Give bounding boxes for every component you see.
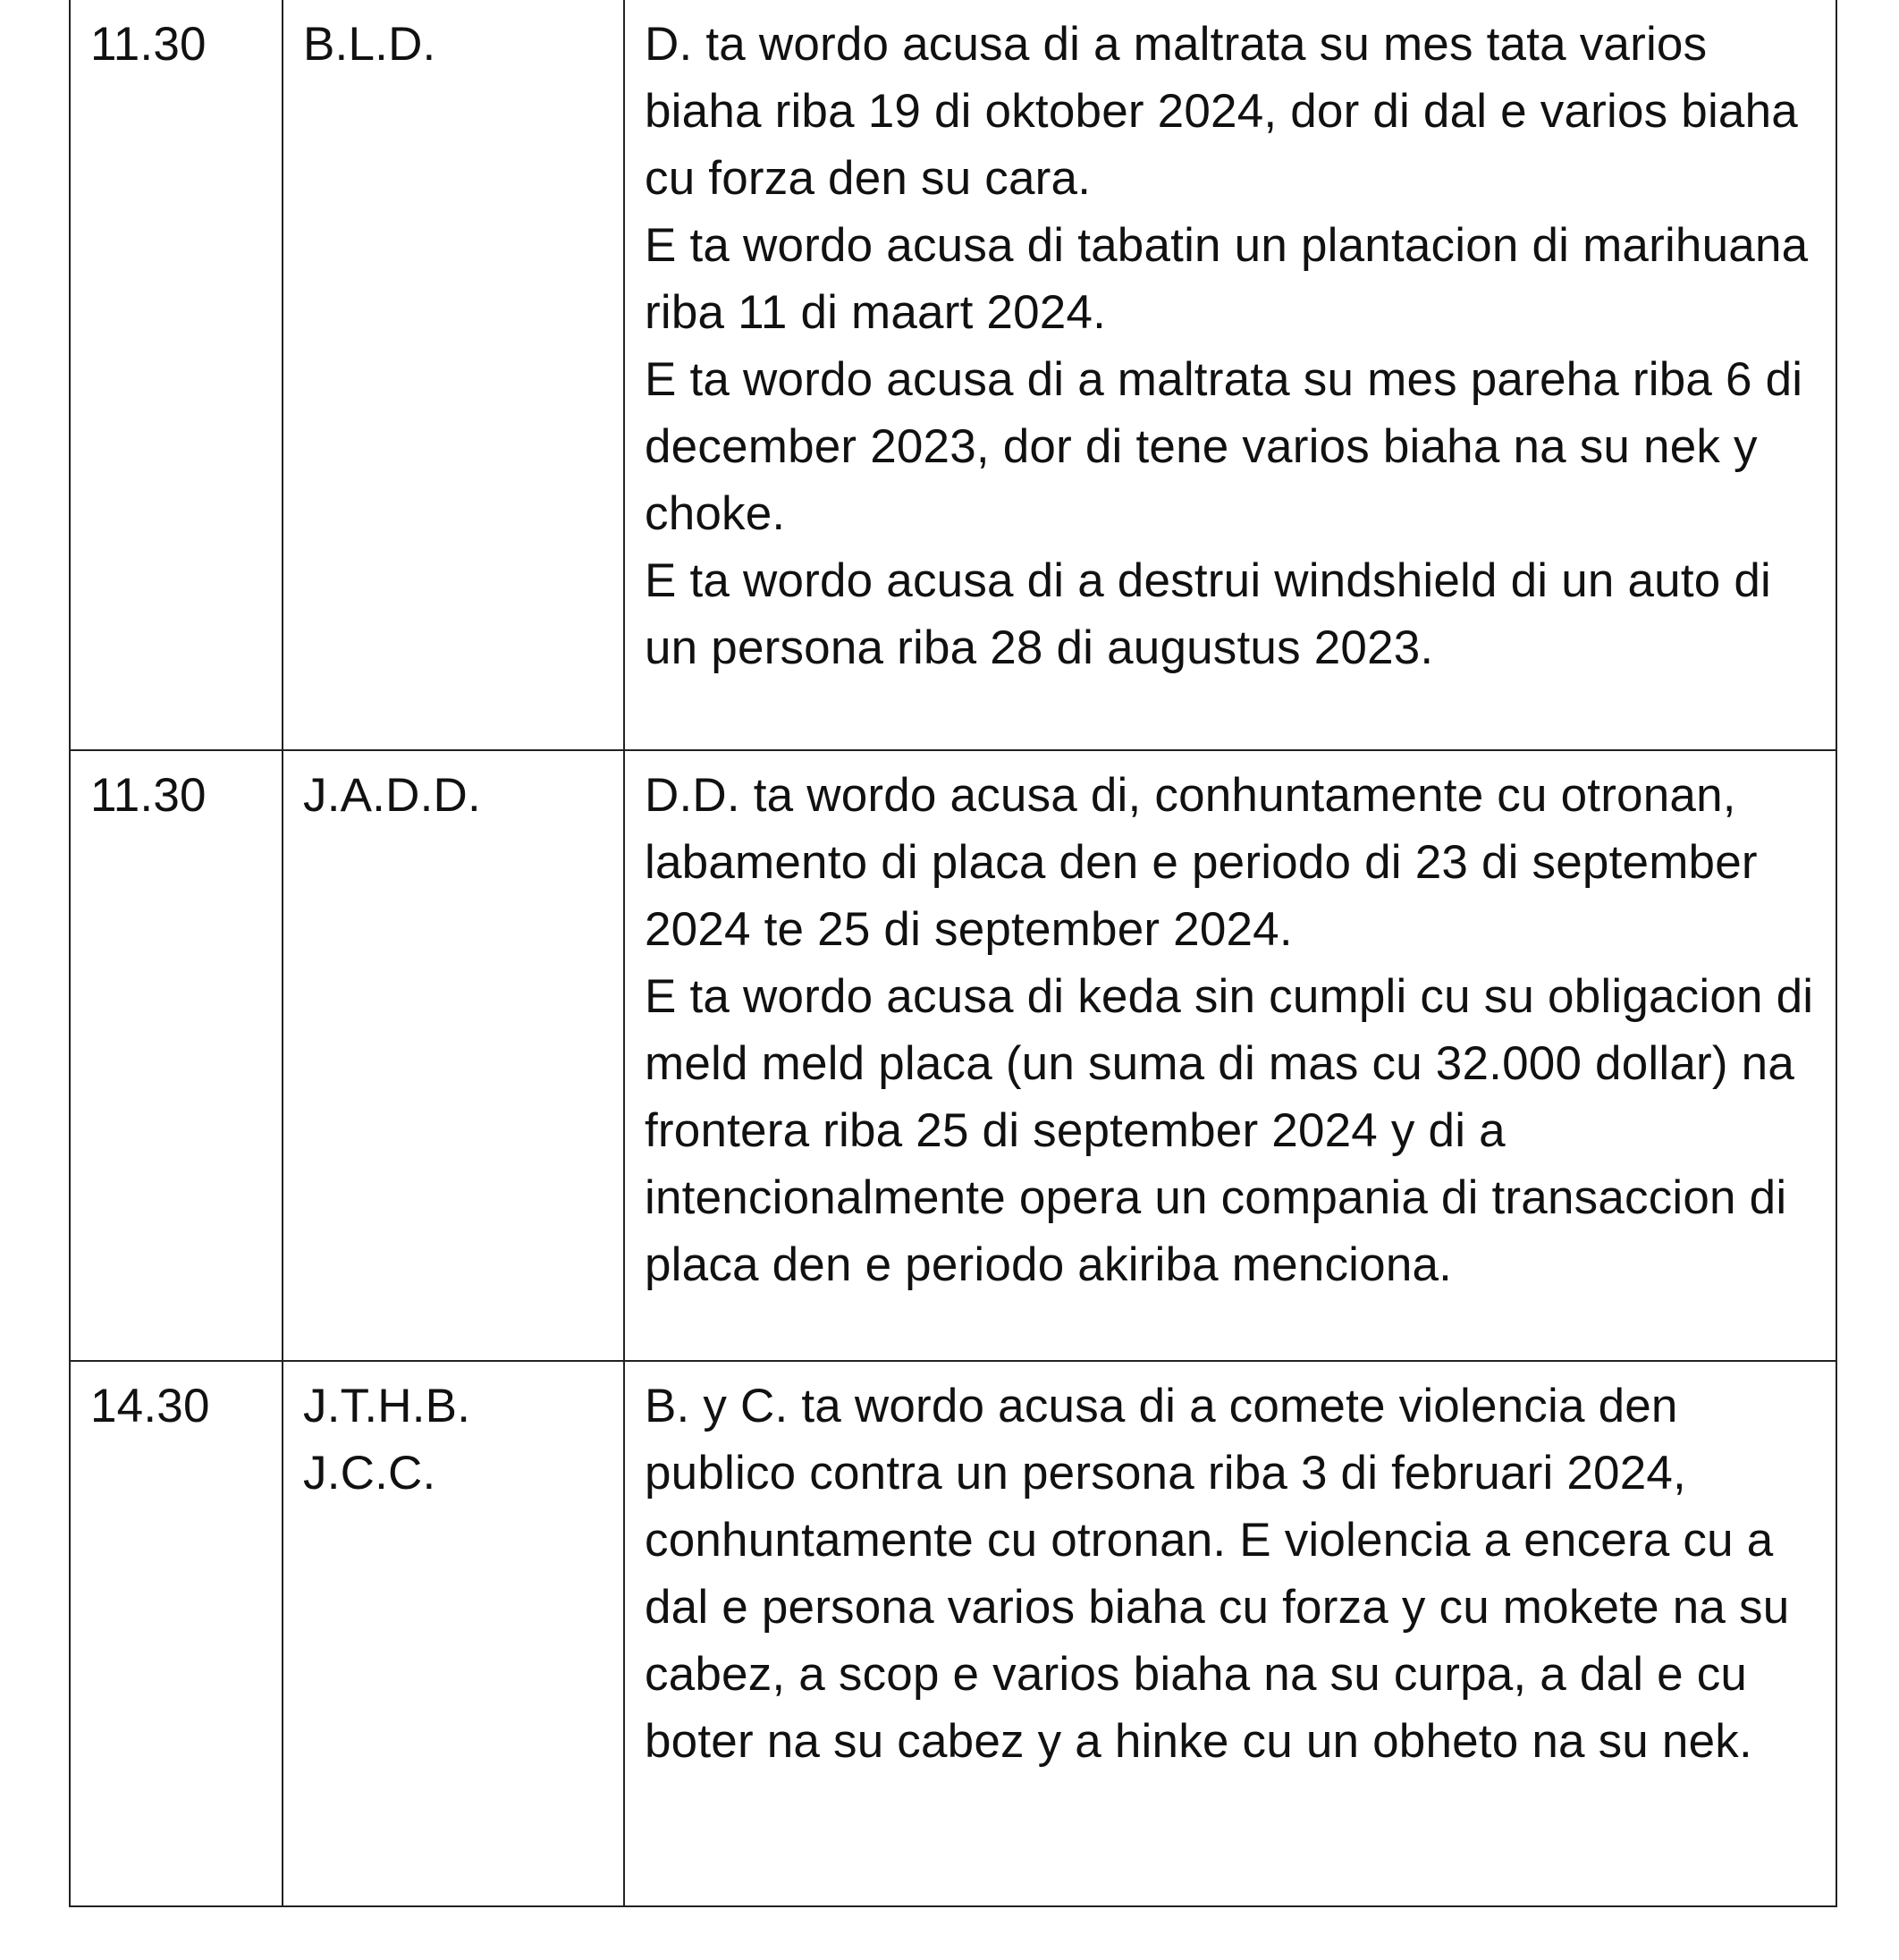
charge-cell [624, 0, 1836, 750]
hearing-time: 11.30 [90, 769, 207, 822]
charge-paragraph: E ta wordo acusa di tabatin un plantacion di marihuana riba 11 di maart 2024. [645, 219, 1809, 339]
charge-paragraph: B. y C. ta wordo acusa di a comete violencia den publico contra un persona riba 3 di februari 2024, conhuntamente cu otronan. E violencia a encera cu a dal e persona varios biaha cu forza y cu mokete na su cabez, a scop e varios biaha na su curpa, a dal e cu boter na su cabez y a hinke cu un obheto na su nek. [645, 1380, 1790, 1768]
defendant-initials: J.C.C. [303, 1447, 436, 1500]
time-cell [70, 1361, 283, 1906]
hearing-time: 11.30 [90, 18, 207, 71]
hearing-time: 14.30 [90, 1380, 210, 1432]
time-cell [70, 750, 283, 1361]
charge-paragraph: D. ta wordo acusa di a maltrata su mes tata varios biaha riba 19 di oktober 2024, dor di dal e varios biaha cu forza den su cara. [645, 18, 1798, 205]
table-row [70, 750, 1836, 1361]
charge-cell [624, 1361, 1836, 1906]
charge-paragraph: E ta wordo acusa di a maltrata su mes pareha riba 6 di december 2023, dor di tene varios biaha na su nek y choke. [645, 353, 1803, 540]
table-row [70, 1361, 1836, 1906]
defendant-cell [283, 0, 624, 750]
defendant-initials: B.L.D. [303, 18, 436, 71]
charge-cell [624, 750, 1836, 1361]
defendant-initials: J.A.D.D. [303, 769, 481, 822]
charge-paragraph: E ta wordo acusa di keda sin cumpli cu su obligacion di meld meld placa (un suma di mas cu 32.000 dollar) na frontera riba 25 di september 2024 y di a intencionalmente opera un compania di transaccion di placa den e periodo akiriba menciona. [645, 970, 1814, 1291]
defendant-initials: J.T.H.B. [303, 1380, 471, 1432]
charge-paragraph: E ta wordo acusa di a destrui windshield di un auto di un persona riba 28 di augustus 2023. [645, 554, 1772, 674]
table-row [70, 0, 1836, 750]
hearing-schedule-table [69, 0, 1837, 1907]
defendant-cell [283, 750, 624, 1361]
time-cell [70, 0, 283, 750]
defendant-cell [283, 1361, 624, 1906]
charge-paragraph: D.D. ta wordo acusa di, conhuntamente cu otronan, labamento di placa den e periodo di 23 di september 2024 te 25 di september 2024. [645, 769, 1758, 956]
